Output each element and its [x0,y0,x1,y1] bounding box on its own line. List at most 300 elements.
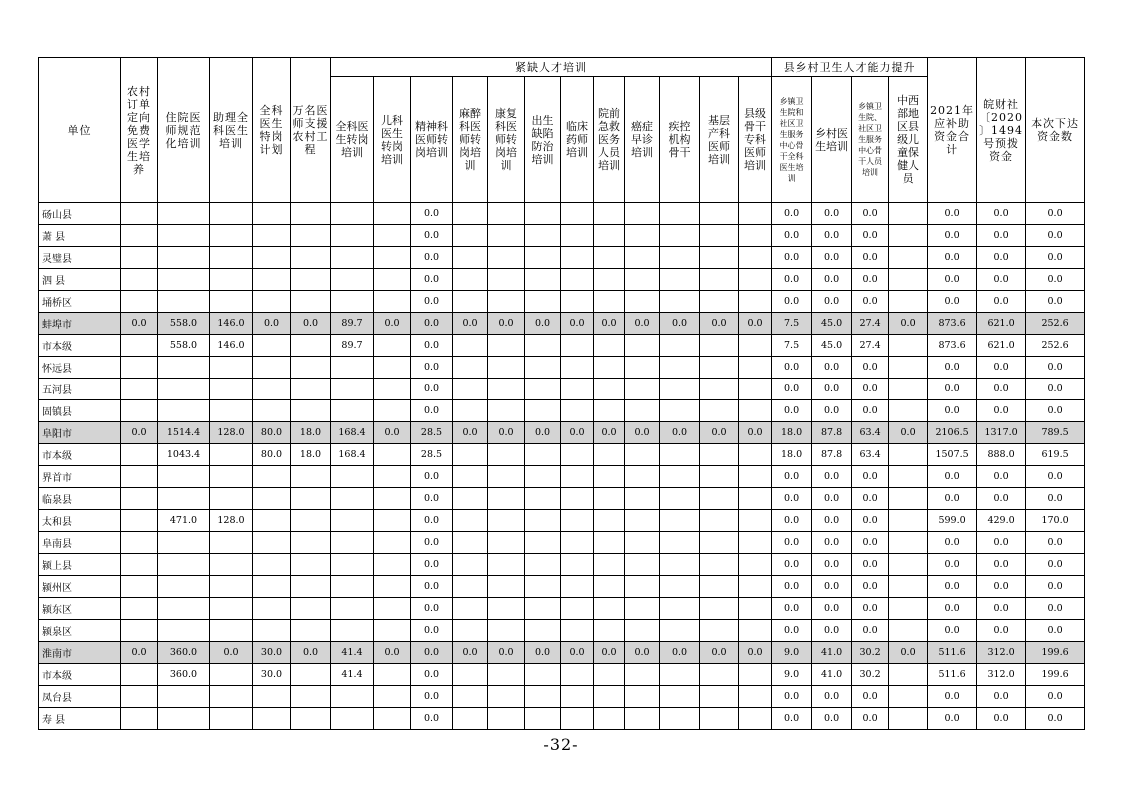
table-cell: 0.0 [772,554,812,576]
table-cell: 0.0 [928,246,977,268]
table-cell: 199.6 [1026,641,1085,663]
table-cell: 0.0 [852,203,889,225]
table-cell [739,378,772,400]
table-cell [210,532,253,554]
table-cell [561,334,594,356]
table-cell [121,466,158,488]
table-cell [660,685,700,707]
table-cell: 0.0 [852,575,889,597]
row-unit-name: 市本级 [39,444,121,466]
row-unit-name: 固镇县 [39,400,121,422]
table-cell: 0.0 [772,532,812,554]
table-cell [660,532,700,554]
table-cell: 0.0 [889,422,928,444]
table-cell [291,378,331,400]
table-cell: 7.5 [772,334,812,356]
table-cell [374,466,411,488]
table-cell: 0.0 [772,400,812,422]
table-cell [453,268,488,290]
table-cell [660,575,700,597]
table-cell [889,597,928,619]
table-cell [210,400,253,422]
table-cell [739,685,772,707]
table-cell [625,597,660,619]
table-cell: 0.0 [411,378,453,400]
table-row [39,488,1085,510]
table-cell: 0.0 [928,203,977,225]
header-col: 麻醉 科医 师转 岗培 训 [453,77,488,203]
table-cell [253,246,291,268]
table-cell: 312.0 [977,641,1026,663]
table-cell: 89.7 [331,334,374,356]
table-row [39,422,1085,444]
table-cell: 0.0 [852,619,889,641]
table-cell [889,334,928,356]
table-cell [210,597,253,619]
table-cell: 0.0 [852,224,889,246]
table-cell [625,400,660,422]
table-cell [453,246,488,268]
table-cell [700,685,739,707]
table-cell [121,224,158,246]
table-cell [291,597,331,619]
table-cell: 0.0 [411,619,453,641]
table-cell: 0.0 [374,312,411,334]
table-cell [625,554,660,576]
table-cell [291,400,331,422]
table-cell [331,400,374,422]
table-cell [488,554,525,576]
table-cell [253,400,291,422]
table-row [39,597,1085,619]
table-cell [561,510,594,532]
table-cell [561,268,594,290]
table-cell [660,203,700,225]
table-cell: 0.0 [928,685,977,707]
table-cell: 30.0 [253,663,291,685]
header-col: 疾控 机构 骨干 [660,77,700,203]
table-cell: 0.0 [411,466,453,488]
table-cell [660,554,700,576]
table-cell: 0.0 [812,685,852,707]
table-cell [625,532,660,554]
table-cell: 0.0 [928,224,977,246]
table-cell [561,707,594,729]
table-cell [889,378,928,400]
table-cell [291,619,331,641]
table-cell: 0.0 [977,378,1026,400]
table-cell [525,466,561,488]
table-cell: 27.4 [852,334,889,356]
table-cell: 28.5 [411,422,453,444]
table-cell [210,356,253,378]
table-cell [453,663,488,685]
table-cell [889,575,928,597]
table-cell [291,356,331,378]
table-cell [739,619,772,641]
table-cell [453,554,488,576]
table-cell [488,203,525,225]
table-cell [625,663,660,685]
table-cell: 0.0 [977,685,1026,707]
table-cell: 0.0 [1026,597,1085,619]
table-cell: 128.0 [210,422,253,444]
row-unit-name: 颍上县 [39,554,121,576]
table-cell [331,554,374,576]
table-cell [374,685,411,707]
table-cell: 429.0 [977,510,1026,532]
table-cell: 0.0 [739,312,772,334]
table-cell: 0.0 [1026,268,1085,290]
table-cell: 0.0 [772,707,812,729]
table-cell [700,356,739,378]
table-cell [561,619,594,641]
table-cell [291,554,331,576]
table-row [39,641,1085,663]
table-cell [121,619,158,641]
table-cell [158,554,210,576]
table-cell: 80.0 [253,444,291,466]
table-cell [291,707,331,729]
table-cell: 0.0 [852,378,889,400]
table-cell: 0.0 [852,466,889,488]
funding-table [38,57,1085,730]
table-cell [739,356,772,378]
table-cell: 0.0 [772,619,812,641]
header-col: 出生 缺陷 防治 培训 [525,77,561,203]
table-cell: 0.0 [772,466,812,488]
table-row [39,378,1085,400]
table-cell [374,554,411,576]
table-cell [525,619,561,641]
table-cell [594,707,625,729]
table-cell [625,466,660,488]
row-unit-name: 五河县 [39,378,121,400]
header-col: 中西 部地 区县 级儿 童保 健人 员 [889,77,928,203]
table-cell [453,203,488,225]
table-cell: 0.0 [977,400,1026,422]
table-cell: 0.0 [453,641,488,663]
table-cell [525,663,561,685]
table-cell: 558.0 [158,312,210,334]
table-cell [210,268,253,290]
table-cell [253,290,291,312]
table-cell [561,597,594,619]
table-cell: 28.5 [411,444,453,466]
table-cell: 0.0 [812,532,852,554]
table-cell [210,378,253,400]
table-cell [660,356,700,378]
table-cell [121,290,158,312]
table-cell [331,488,374,510]
table-cell: 0.0 [1026,488,1085,510]
table-cell [660,707,700,729]
table-cell [594,685,625,707]
table-cell: 0.0 [977,203,1026,225]
row-unit-name: 寿 县 [39,707,121,729]
row-unit-name: 蚌埠市 [39,312,121,334]
table-cell [488,334,525,356]
table-cell [625,224,660,246]
table-cell [525,554,561,576]
table-cell [525,356,561,378]
table-cell [594,203,625,225]
table-cell: 0.0 [977,619,1026,641]
table-cell: 0.0 [1026,290,1085,312]
table-cell: 0.0 [411,488,453,510]
table-cell: 0.0 [812,510,852,532]
table-cell [660,597,700,619]
table-cell [525,685,561,707]
table-cell: 168.4 [331,444,374,466]
table-cell [594,224,625,246]
table-cell: 0.0 [121,641,158,663]
header-col: 全科医 生转岗 培训 [331,77,374,203]
row-unit-name: 市本级 [39,663,121,685]
table-cell: 0.0 [594,312,625,334]
table-cell: 170.0 [1026,510,1085,532]
table-cell [739,510,772,532]
table-cell [561,400,594,422]
table-cell: 1507.5 [928,444,977,466]
table-cell [561,224,594,246]
table-cell: 0.0 [812,575,852,597]
table-cell [700,597,739,619]
row-unit-name: 泗 县 [39,268,121,290]
table-cell [453,488,488,510]
header-group-county: 县乡村卫生人才能力提升 [772,58,928,77]
table-cell [660,663,700,685]
table-cell: 0.0 [453,312,488,334]
table-cell [158,575,210,597]
table-cell [625,488,660,510]
table-cell [158,707,210,729]
table-cell [158,246,210,268]
table-cell [331,685,374,707]
row-unit-name: 市本级 [39,334,121,356]
table-cell [525,510,561,532]
row-unit-name: 埇桥区 [39,290,121,312]
table-cell: 0.0 [928,290,977,312]
table-cell [561,378,594,400]
row-unit-name: 太和县 [39,510,121,532]
table-cell [625,246,660,268]
table-cell [594,268,625,290]
table-cell: 0.0 [739,422,772,444]
table-row [39,575,1085,597]
table-cell: 0.0 [772,597,812,619]
table-cell [453,510,488,532]
table-cell [374,268,411,290]
table-cell: 0.0 [411,575,453,597]
table-cell [158,488,210,510]
table-cell [374,663,411,685]
table-cell [889,400,928,422]
table-cell [739,224,772,246]
table-cell [158,466,210,488]
table-cell: 873.6 [928,312,977,334]
table-cell: 30.2 [852,663,889,685]
table-cell: 0.0 [210,641,253,663]
table-cell: 0.0 [812,203,852,225]
table-cell [700,488,739,510]
table-cell: 0.0 [812,290,852,312]
row-unit-name: 临泉县 [39,488,121,510]
header-col: 乡镇卫 生院、 社区卫 生服务 中心骨 干人员 培训 [852,77,889,203]
table-cell [488,246,525,268]
table-cell [739,554,772,576]
table-cell [660,619,700,641]
table-cell [594,466,625,488]
table-cell: 30.2 [852,641,889,663]
table-cell [525,268,561,290]
table-cell: 619.5 [1026,444,1085,466]
table-cell [700,224,739,246]
table-cell: 0.0 [1026,619,1085,641]
table-cell: 0.0 [812,619,852,641]
table-cell: 0.0 [977,554,1026,576]
table-cell: 0.0 [1026,356,1085,378]
table-cell: 0.0 [1026,246,1085,268]
table-cell: 0.0 [739,641,772,663]
table-cell [253,685,291,707]
table-row [39,685,1085,707]
table-cell [594,597,625,619]
table-cell [889,290,928,312]
table-cell: 0.0 [812,400,852,422]
table-cell [158,400,210,422]
table-cell [158,224,210,246]
table-cell [660,290,700,312]
table-cell: 0.0 [852,597,889,619]
table-cell: 146.0 [210,312,253,334]
table-cell [488,575,525,597]
table-cell [594,334,625,356]
table-cell: 0.0 [291,312,331,334]
table-cell [453,290,488,312]
table-cell [453,707,488,729]
table-cell [889,663,928,685]
table-cell [158,203,210,225]
table-cell [625,290,660,312]
table-cell: 0.0 [928,268,977,290]
header-col: 癌症 早诊 培训 [625,77,660,203]
table-cell: 0.0 [852,400,889,422]
table-cell [291,268,331,290]
table-cell: 0.0 [253,312,291,334]
table-cell: 0.0 [772,685,812,707]
table-cell: 0.0 [928,707,977,729]
table-cell [331,466,374,488]
table-cell: 41.0 [812,663,852,685]
table-cell [374,707,411,729]
table-cell: 9.0 [772,663,812,685]
header-unit: 单位 [39,58,121,203]
table-cell [210,488,253,510]
table-cell [739,268,772,290]
row-unit-name: 阜阳市 [39,422,121,444]
table-cell [625,444,660,466]
table-cell [291,224,331,246]
table-cell: 0.0 [977,224,1026,246]
table-cell [889,685,928,707]
table-cell [331,510,374,532]
table-cell: 0.0 [812,356,852,378]
table-cell: 471.0 [158,510,210,532]
table-cell [488,619,525,641]
table-cell: 0.0 [1026,378,1085,400]
table-cell [525,334,561,356]
table-cell [561,554,594,576]
table-cell: 0.0 [812,597,852,619]
table-cell: 0.0 [852,246,889,268]
table-cell [739,707,772,729]
table-cell [625,356,660,378]
table-cell [739,597,772,619]
table-cell: 146.0 [210,334,253,356]
table-cell: 312.0 [977,663,1026,685]
table-cell [594,532,625,554]
table-cell [660,400,700,422]
table-cell [158,356,210,378]
table-cell [291,532,331,554]
table-cell: 0.0 [772,268,812,290]
table-cell: 0.0 [772,224,812,246]
header-col: 全科 医生 特岗 计划 [253,58,291,203]
row-unit-name: 阜南县 [39,532,121,554]
table-cell: 128.0 [210,510,253,532]
table-cell [453,466,488,488]
header-col: 万名医 师支援 农村工 程 [291,58,331,203]
table-cell [594,246,625,268]
table-cell: 0.0 [411,356,453,378]
table-cell [625,619,660,641]
table-cell [700,378,739,400]
table-cell: 0.0 [772,356,812,378]
table-row [39,290,1085,312]
table-cell [210,290,253,312]
table-cell: 0.0 [374,641,411,663]
table-cell: 0.0 [488,422,525,444]
table-cell [253,532,291,554]
table-row [39,246,1085,268]
table-row [39,268,1085,290]
table-cell [210,444,253,466]
table-cell [625,203,660,225]
table-cell: 41.4 [331,641,374,663]
table-cell [625,268,660,290]
table-cell [374,378,411,400]
table-cell [253,597,291,619]
table-cell: 0.0 [812,246,852,268]
table-cell [739,444,772,466]
table-cell [660,510,700,532]
table-cell [700,334,739,356]
table-cell: 0.0 [411,334,453,356]
table-cell: 0.0 [889,641,928,663]
table-cell [660,488,700,510]
table-cell [253,334,291,356]
table-cell: 0.0 [928,532,977,554]
table-cell [561,575,594,597]
table-cell [331,290,374,312]
table-cell [453,597,488,619]
table-cell: 0.0 [812,378,852,400]
table-cell [291,510,331,532]
table-cell [889,246,928,268]
table-cell [561,663,594,685]
table-cell [331,203,374,225]
